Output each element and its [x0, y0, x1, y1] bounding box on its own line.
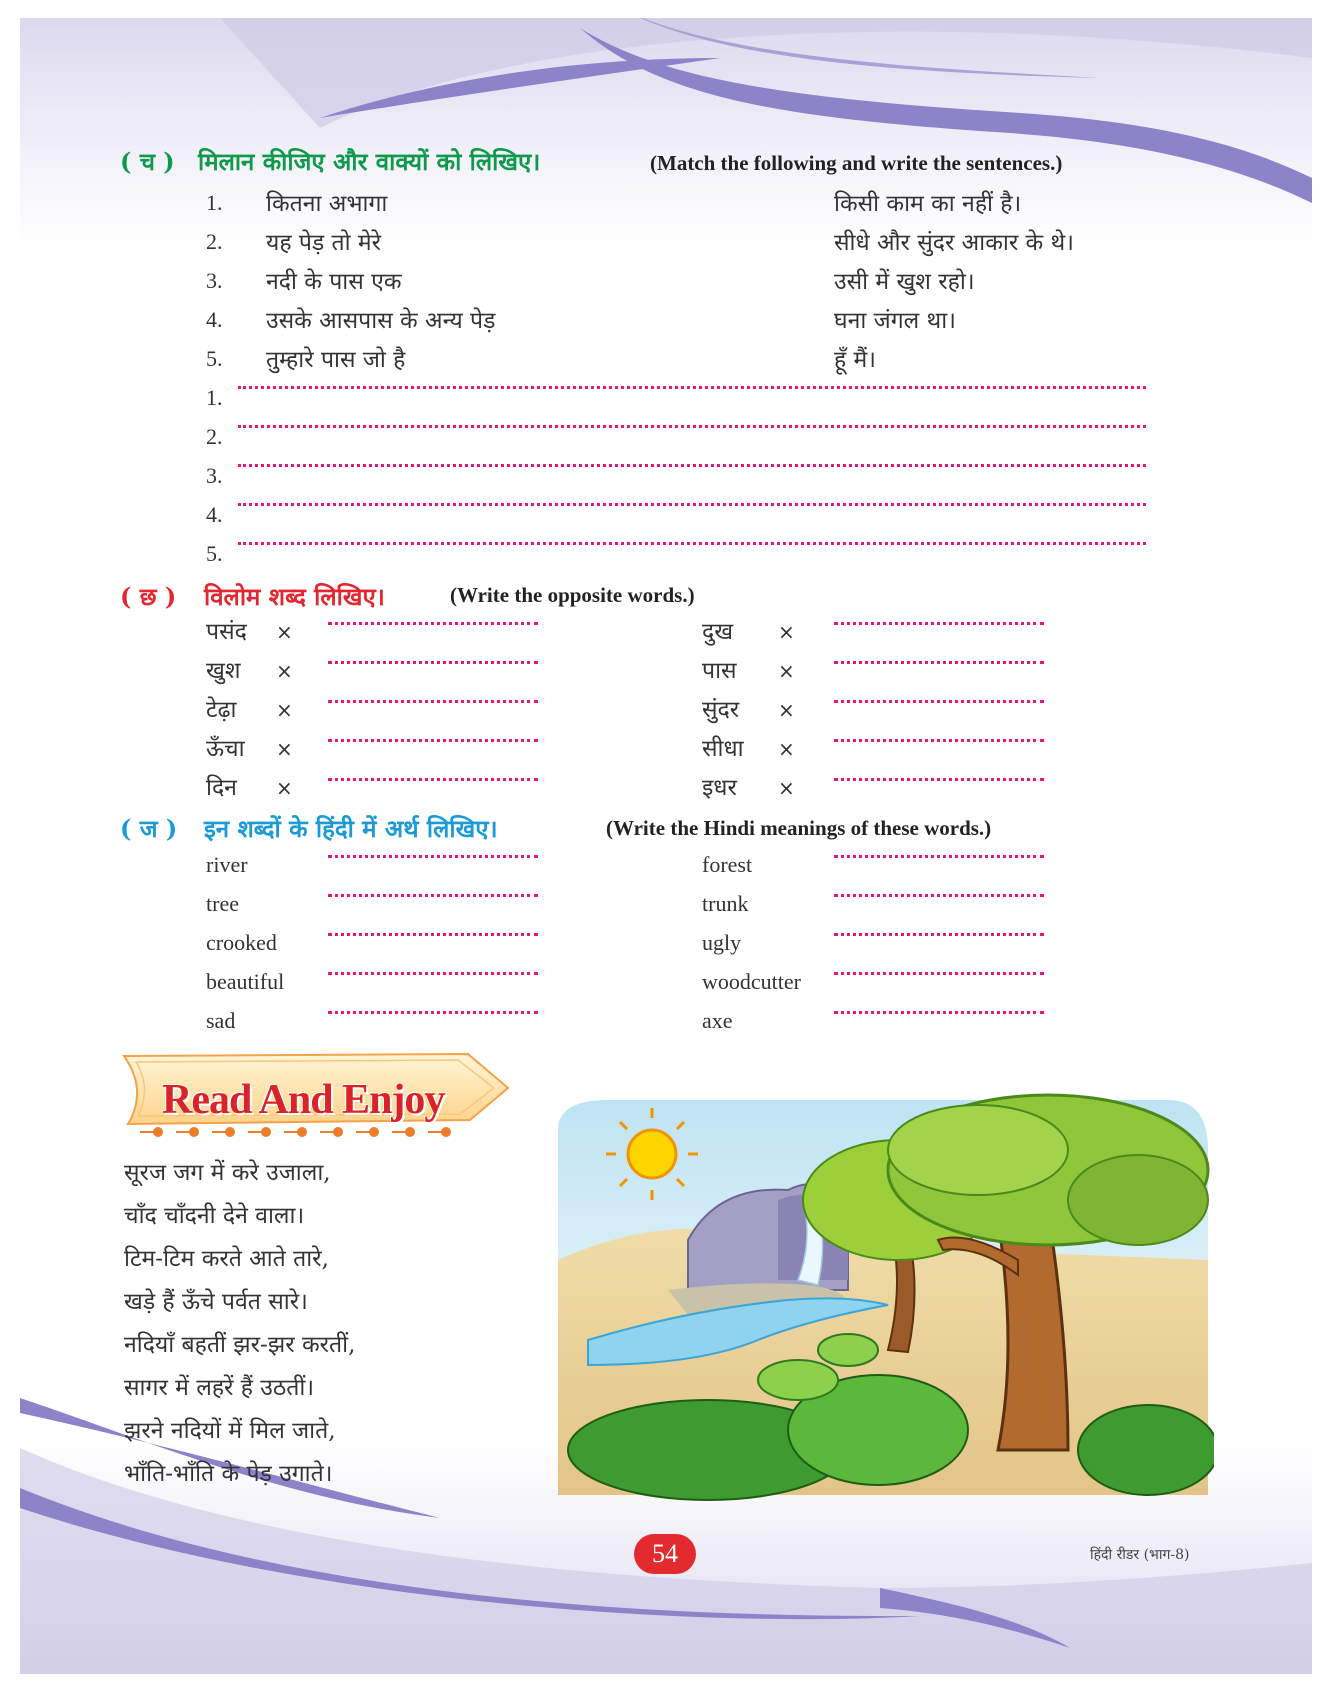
- opposite-word: दिन: [206, 775, 237, 801]
- cross-sign: ×: [778, 776, 795, 800]
- nature-illustration: [548, 1090, 1214, 1502]
- answer-blank[interactable]: [328, 855, 538, 858]
- section-chh-label: ( छ ): [120, 582, 177, 611]
- match-row-number: 2.: [206, 229, 223, 254]
- answer-blank[interactable]: [834, 739, 1044, 742]
- answer-blank[interactable]: [328, 933, 538, 936]
- page-number: 54: [634, 1534, 696, 1574]
- match-right-phrase: उसी में खुश रहो।: [834, 269, 975, 295]
- section-chh-title-hindi: विलोम शब्द लिखिए।: [204, 582, 385, 611]
- answer-blank[interactable]: [328, 700, 538, 703]
- poem-line: खड़े हैं ऊँचे पर्वत सारे।: [124, 1289, 308, 1315]
- match-right-phrase: किसी काम का नहीं है।: [834, 191, 1022, 217]
- english-word: forest: [702, 852, 753, 877]
- answer-blank[interactable]: [834, 700, 1044, 703]
- answer-blank[interactable]: [834, 1011, 1044, 1014]
- match-left-phrase: उसके आसपास के अन्य पेड़: [266, 308, 496, 334]
- answer-blank[interactable]: [834, 894, 1044, 897]
- poem-line: झरने नदियों में मिल जाते,: [124, 1418, 336, 1444]
- match-row-number: 3.: [206, 268, 223, 293]
- poem-line: भाँति-भाँति के पेड़ उगाते।: [124, 1461, 333, 1487]
- section-j-label: ( ज ): [120, 814, 178, 843]
- english-word: tree: [206, 891, 239, 916]
- answer-blank[interactable]: [328, 622, 538, 625]
- cross-sign: ×: [778, 620, 795, 644]
- match-left-phrase: यह पेड़ तो मेरे: [266, 230, 382, 256]
- match-left-phrase: नदी के पास एक: [266, 269, 402, 295]
- book-title-footer: हिंदी रीडर (भाग-8): [1090, 1547, 1190, 1563]
- opposite-word: सीधा: [702, 736, 744, 762]
- answer-line[interactable]: [238, 542, 1146, 545]
- answer-blank[interactable]: [328, 739, 538, 742]
- cross-sign: ×: [276, 737, 293, 761]
- answer-line[interactable]: [238, 464, 1146, 467]
- poem-line: सागर में लहरें हैं उठतीं।: [124, 1375, 315, 1401]
- cross-sign: ×: [778, 737, 795, 761]
- match-row-number: 1.: [206, 190, 223, 215]
- answer-number: 4.: [206, 502, 223, 527]
- answer-blank[interactable]: [328, 1011, 538, 1014]
- read-enjoy-title: Read And Enjoy: [162, 1077, 445, 1123]
- answer-blank[interactable]: [834, 972, 1044, 975]
- english-word: axe: [702, 1008, 733, 1033]
- answer-line[interactable]: [238, 503, 1146, 506]
- answer-line[interactable]: [238, 386, 1146, 389]
- match-row-number: 4.: [206, 307, 223, 332]
- match-left-phrase: तुम्हारे पास जो है: [266, 347, 406, 373]
- answer-blank[interactable]: [834, 855, 1044, 858]
- poem-line: सूरज जग में करे उजाला,: [124, 1160, 331, 1186]
- english-word: river: [206, 852, 248, 877]
- match-row-number: 5.: [206, 346, 223, 371]
- section-j-title-english: (Write the Hindi meanings of these words.): [606, 816, 992, 840]
- answer-blank[interactable]: [834, 933, 1044, 936]
- english-word: crooked: [206, 930, 277, 955]
- opposite-word: सुंदर: [702, 697, 740, 723]
- english-word: sad: [206, 1008, 236, 1033]
- match-left-phrase: कितना अभागा: [266, 191, 388, 217]
- section-ch-label: ( च ): [120, 147, 175, 176]
- answer-blank[interactable]: [328, 661, 538, 664]
- cross-sign: ×: [276, 659, 293, 683]
- cross-sign: ×: [276, 620, 293, 644]
- match-right-phrase: घना जंगल था।: [834, 308, 956, 334]
- poem-line: टिम-टिम करते आते तारे,: [124, 1246, 329, 1272]
- answer-number: 5.: [206, 541, 223, 566]
- english-word: ugly: [702, 930, 742, 955]
- answer-blank[interactable]: [834, 778, 1044, 781]
- answer-line[interactable]: [238, 425, 1146, 428]
- opposite-word: दुख: [702, 619, 734, 645]
- opposite-word: ऊँचा: [206, 736, 245, 762]
- section-j-title-hindi: इन शब्दों के हिंदी में अर्थ लिखिए।: [204, 814, 498, 843]
- cross-sign: ×: [276, 776, 293, 800]
- opposite-word: इधर: [702, 775, 737, 801]
- answer-blank[interactable]: [328, 894, 538, 897]
- opposite-word: पास: [702, 658, 737, 684]
- answer-blank[interactable]: [328, 972, 538, 975]
- cross-sign: ×: [778, 698, 795, 722]
- answer-number: 2.: [206, 424, 223, 449]
- english-word: beautiful: [206, 969, 285, 994]
- opposite-word: खुश: [206, 658, 241, 684]
- answer-number: 1.: [206, 385, 223, 410]
- section-ch-title-hindi: मिलान कीजिए और वाक्यों को लिखिए।: [198, 147, 541, 176]
- answer-blank[interactable]: [834, 661, 1044, 664]
- poem-line: चाँद चाँदनी देने वाला।: [124, 1203, 305, 1229]
- english-word: trunk: [702, 891, 749, 916]
- opposite-word: पसंद: [206, 619, 247, 645]
- section-ch-title-english: (Match the following and write the sentences.): [650, 151, 1063, 175]
- answer-number: 3.: [206, 463, 223, 488]
- section-chh-title-english: (Write the opposite words.): [450, 583, 695, 607]
- cross-sign: ×: [778, 659, 795, 683]
- english-word: woodcutter: [702, 969, 801, 994]
- answer-blank[interactable]: [834, 622, 1044, 625]
- poem-line: नदियाँ बहतीं झर-झर करतीं,: [124, 1332, 356, 1358]
- cross-sign: ×: [276, 698, 293, 722]
- match-right-phrase: सीधे और सुंदर आकार के थे।: [834, 230, 1074, 256]
- match-right-phrase: हूँ मैं।: [834, 347, 876, 373]
- answer-blank[interactable]: [328, 778, 538, 781]
- opposite-word: टेढ़ा: [206, 697, 237, 723]
